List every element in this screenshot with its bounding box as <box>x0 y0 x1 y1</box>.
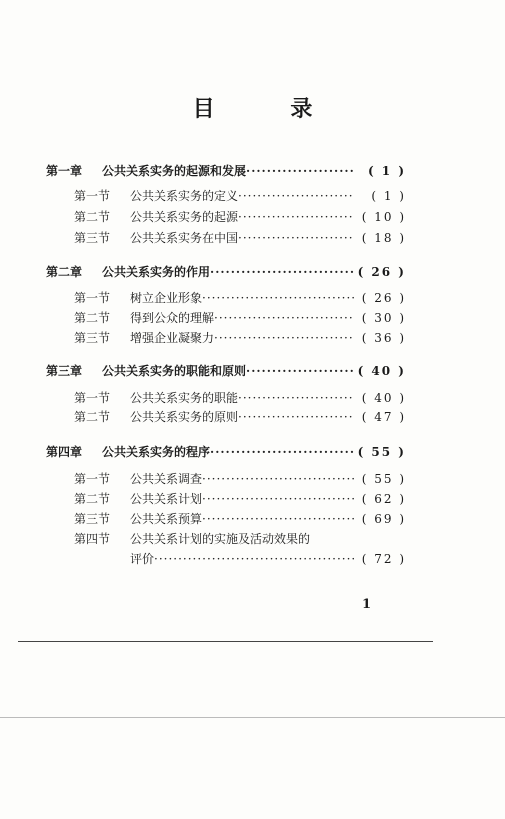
toc-entry-title: 公共关系实务的职能 <box>130 391 239 405</box>
toc-section-1-3[interactable] <box>46 227 406 245</box>
leader-dots <box>214 331 354 345</box>
toc-entry-number: 第一节 <box>74 291 111 305</box>
toc-entry-title: 公共关系实务的程序 <box>102 445 211 459</box>
toc-section-2-3[interactable] <box>46 327 406 345</box>
leader-dots <box>210 445 354 459</box>
toc-section-4-4-continuation[interactable] <box>46 548 406 566</box>
leader-dots <box>238 231 354 245</box>
toc-section-3-1[interactable] <box>46 387 406 405</box>
toc-entry-number: 第二节 <box>74 210 111 224</box>
toc-entry-title: 公共关系实务的定义 <box>130 189 239 203</box>
toc-entry-number: 第三节 <box>74 331 111 345</box>
toc-entry-number: 第二节 <box>74 410 111 424</box>
leader-dots <box>202 472 354 486</box>
toc-chapter-4[interactable] <box>46 441 406 459</box>
toc-entry-number: 第三节 <box>74 231 111 245</box>
toc-entry-page: ( 26 ) <box>361 291 406 305</box>
toc-entry-number: 第四章 <box>46 445 83 459</box>
toc-entry-title: 公共关系计划的实施及活动效果的 <box>130 532 311 546</box>
scan-edge-line <box>18 641 433 642</box>
toc-entry-page: ( 1 ) <box>371 189 406 203</box>
toc-entry-title: 公共关系调查 <box>130 472 203 486</box>
toc-entry-page: ( 55 ) <box>361 472 406 486</box>
toc-entry-title: 公共关系实务的起源和发展 <box>102 164 247 178</box>
leader-dots <box>202 291 354 305</box>
toc-entry-title: 公共关系实务的起源 <box>130 210 239 224</box>
leader-dots <box>238 189 354 203</box>
toc-entry-number: 第三章 <box>46 364 83 378</box>
toc-entry-title: 公共关系实务的作用 <box>102 265 211 279</box>
toc-entry-page: ( 40 ) <box>357 364 406 378</box>
toc-entry-page: ( 1 ) <box>367 164 406 178</box>
toc-entry-page: ( 47 ) <box>361 410 406 424</box>
toc-section-4-1[interactable] <box>46 468 406 486</box>
toc-entry-number: 第一节 <box>74 391 111 405</box>
toc-entry-page: ( 26 ) <box>357 265 406 279</box>
toc-entry-page: ( 62 ) <box>361 492 406 506</box>
toc-entry-page: ( 10 ) <box>361 210 406 224</box>
page-title: 目 录 <box>192 96 347 122</box>
toc-entry-title: 公共关系实务的原则 <box>130 410 239 424</box>
toc-section-2-2[interactable] <box>46 307 406 325</box>
toc-entry-page: ( 40 ) <box>361 391 406 405</box>
toc-entry-number: 第四节 <box>74 532 111 546</box>
leader-dots <box>210 265 354 279</box>
toc-entry-number: 第二节 <box>74 311 111 325</box>
toc-entry-page: ( 18 ) <box>361 231 406 245</box>
toc-entry-title: 评价 <box>130 552 155 566</box>
toc-chapter-1[interactable] <box>46 160 406 178</box>
toc-entry-number: 第三节 <box>74 512 111 526</box>
toc-section-1-2[interactable] <box>46 206 406 224</box>
toc-entry-number: 第一节 <box>74 189 111 203</box>
toc-section-4-2[interactable] <box>46 488 406 506</box>
leader-dots <box>202 492 354 506</box>
toc-section-1-1[interactable] <box>46 185 406 203</box>
toc-entry-number: 第二章 <box>46 265 83 279</box>
toc-entry-page: ( 36 ) <box>361 331 406 345</box>
leader-dots <box>214 311 354 325</box>
toc-entry-page: ( 72 ) <box>361 552 406 566</box>
toc-entry-page: ( 30 ) <box>361 311 406 325</box>
leader-dots <box>246 364 354 378</box>
toc-chapter-2[interactable] <box>46 261 406 279</box>
toc-entry-number: 第一节 <box>74 472 111 486</box>
toc-section-4-3[interactable] <box>46 508 406 526</box>
leader-dots <box>246 164 354 178</box>
toc-entry-title: 公共关系计划 <box>130 492 203 506</box>
page-number: 1 <box>362 597 372 612</box>
toc-entry-title: 公共关系实务的职能和原则 <box>102 364 247 378</box>
page-bottom-edge <box>0 717 505 718</box>
toc-entry-page: ( 69 ) <box>361 512 406 526</box>
toc-section-3-2[interactable] <box>46 406 406 424</box>
toc-entry-number: 第二节 <box>74 492 111 506</box>
leader-dots <box>238 410 354 424</box>
toc-section-4-4[interactable] <box>46 528 406 546</box>
toc-entry-title: 公共关系实务在中国 <box>130 231 239 245</box>
leader-dots <box>238 210 354 224</box>
toc-entry-title: 增强企业凝聚力 <box>130 331 215 345</box>
leader-dots <box>238 391 354 405</box>
toc-entry-number: 第一章 <box>46 164 83 178</box>
leader-dots <box>202 512 354 526</box>
toc-section-2-1[interactable] <box>46 287 406 305</box>
leader-dots <box>154 552 354 566</box>
toc-entry-title: 公共关系预算 <box>130 512 203 526</box>
toc-entry-title: 得到公众的理解 <box>130 311 215 325</box>
toc-chapter-3[interactable] <box>46 360 406 378</box>
toc-entry-title: 树立企业形象 <box>130 291 203 305</box>
toc-entry-page: ( 55 ) <box>357 445 406 459</box>
